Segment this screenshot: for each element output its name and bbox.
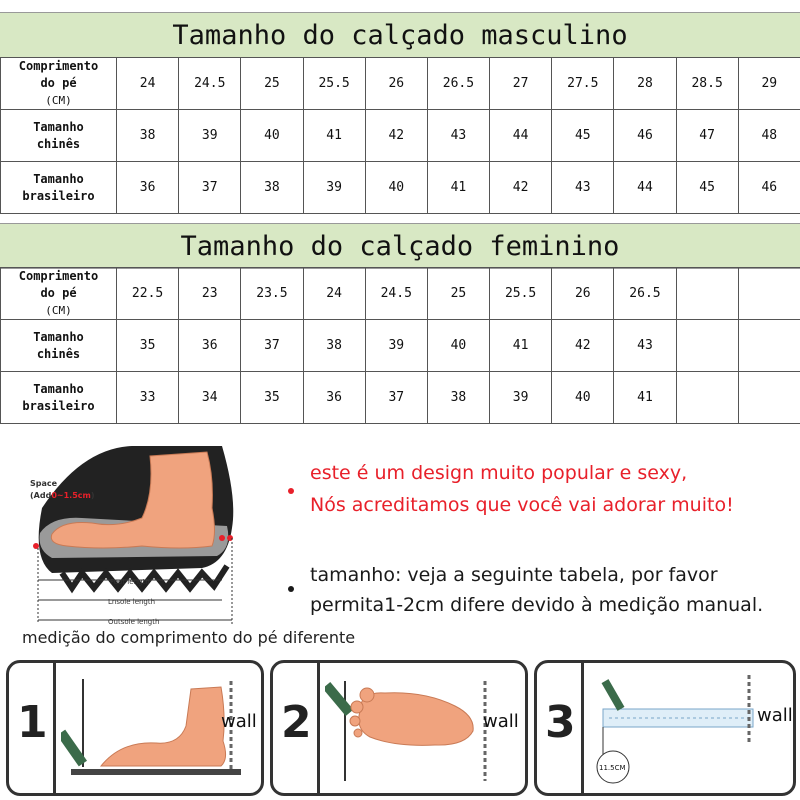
female-size-table	[0, 267, 800, 424]
row-header	[1, 268, 117, 320]
ruler-icon	[589, 669, 789, 787]
wall-label: wall	[757, 705, 793, 726]
size-cell: 25	[241, 58, 303, 110]
size-cell: 23	[179, 268, 241, 320]
outsole-length-label: Outsole length	[108, 618, 160, 626]
size-cell: 27.5	[552, 58, 614, 110]
size-cell: 44	[614, 162, 676, 214]
promo-line-2: Nós acreditamos que você vai adorar muito!	[310, 494, 734, 516]
size-cell: 24	[117, 58, 179, 110]
row-header-line: (CM)	[45, 94, 72, 107]
size-cell: 25.5	[303, 58, 365, 110]
size-cell: 28	[614, 58, 676, 110]
size-cell	[738, 320, 800, 372]
space-label: Space	[30, 479, 58, 488]
add-label: (Add0~1.5cm)	[30, 491, 95, 500]
size-cell: 25	[427, 268, 489, 320]
measure-caption: medição do comprimento do pé diferente	[22, 628, 356, 647]
row-header	[1, 320, 117, 372]
size-cell: 43	[614, 320, 676, 372]
size-row	[1, 110, 800, 162]
size-cell: 38	[427, 372, 489, 424]
size-cell: 24.5	[365, 268, 427, 320]
row-header-line: chinês	[36, 136, 81, 151]
marker-right-dot	[219, 535, 225, 541]
measure-step-2	[270, 660, 528, 796]
size-cell: 35	[241, 372, 303, 424]
step-number: 3	[545, 697, 576, 748]
size-cell: 26	[552, 268, 614, 320]
promo-line-3: tamanho: veja a seguinte tabela, por favor	[310, 564, 718, 586]
size-cell: 38	[241, 162, 303, 214]
size-cell: 39	[179, 110, 241, 162]
size-cell: 48	[738, 110, 800, 162]
row-header-line: brasileiro	[22, 398, 95, 413]
female-size-title: Tamanho do calçado feminino	[0, 223, 800, 269]
size-cell: 38	[303, 320, 365, 372]
size-cell: 39	[303, 162, 365, 214]
size-row	[1, 162, 800, 214]
size-cell: 46	[614, 110, 676, 162]
male-size-table	[0, 57, 800, 214]
size-cell	[676, 268, 738, 320]
size-cell: 43	[427, 110, 489, 162]
ruler-label: 11.5CM	[599, 764, 626, 772]
size-cell: 41	[303, 110, 365, 162]
row-header-line: Comprimento	[18, 269, 99, 283]
step-number: 1	[17, 697, 48, 748]
step-number: 2	[281, 697, 312, 748]
size-cell: 45	[552, 110, 614, 162]
size-cell: 41	[614, 372, 676, 424]
size-cell: 23.5	[241, 268, 303, 320]
size-cell: 39	[490, 372, 552, 424]
size-cell: 37	[179, 162, 241, 214]
foot-length-label: Foot length	[110, 578, 150, 586]
size-cell: 35	[117, 320, 179, 372]
row-header-line: Tamanho	[33, 329, 84, 344]
info-section	[0, 428, 800, 800]
size-cell: 45	[676, 162, 738, 214]
promo-line-4: permita1-2cm difere devido à medição manual.	[310, 594, 764, 616]
size-cell: 25.5	[490, 268, 552, 320]
size-cell: 28.5	[676, 58, 738, 110]
shoe-diagram	[22, 438, 262, 628]
size-cell: 40	[427, 320, 489, 372]
wall-label: wall	[221, 711, 257, 732]
size-cell: 36	[303, 372, 365, 424]
size-cell: 38	[117, 110, 179, 162]
size-row	[1, 58, 800, 110]
size-cell	[676, 320, 738, 372]
size-cell: 40	[241, 110, 303, 162]
size-cell: 39	[365, 320, 427, 372]
row-header	[1, 110, 117, 162]
size-cell: 37	[365, 372, 427, 424]
size-cell: 44	[490, 110, 552, 162]
size-cell: 46	[738, 162, 800, 214]
size-cell: 27	[490, 58, 552, 110]
row-header-line: do pé	[40, 76, 77, 90]
size-cell: 36	[179, 320, 241, 372]
row-header-line: brasileiro	[22, 188, 95, 203]
size-cell	[738, 372, 800, 424]
row-header-line: do pé	[40, 286, 77, 300]
size-cell: 26.5	[614, 268, 676, 320]
size-cell	[676, 372, 738, 424]
size-cell: 26	[365, 58, 427, 110]
row-header-line: Tamanho	[33, 171, 84, 186]
row-header	[1, 58, 117, 110]
male-size-title: Tamanho do calçado masculino	[0, 12, 800, 58]
promo-line-1: este é um design muito popular e sexy,	[310, 462, 688, 484]
size-cell: 42	[365, 110, 427, 162]
row-header-line: Comprimento	[18, 59, 99, 73]
promo-bullet-red	[288, 488, 294, 494]
measure-step-1	[6, 660, 264, 796]
size-cell: 43	[552, 162, 614, 214]
size-row	[1, 268, 800, 320]
row-header-line: Tamanho	[33, 119, 84, 134]
size-cell: 41	[427, 162, 489, 214]
size-cell: 47	[676, 110, 738, 162]
size-cell: 42	[552, 320, 614, 372]
size-row	[1, 320, 800, 372]
size-cell: 40	[365, 162, 427, 214]
size-cell: 26.5	[427, 58, 489, 110]
measure-step-3	[534, 660, 796, 796]
size-row	[1, 372, 800, 424]
row-header-line: Tamanho	[33, 381, 84, 396]
row-header	[1, 162, 117, 214]
size-cell: 24.5	[179, 58, 241, 110]
row-header-line: chinês	[36, 346, 81, 361]
insole-length-label: Lnsole length	[108, 598, 156, 606]
row-header-line: (CM)	[45, 304, 72, 317]
size-cell: 36	[117, 162, 179, 214]
size-cell: 40	[552, 372, 614, 424]
row-header	[1, 372, 117, 424]
size-cell	[738, 268, 800, 320]
size-cell: 42	[490, 162, 552, 214]
size-cell: 24	[303, 268, 365, 320]
size-cell: 22.5	[117, 268, 179, 320]
size-cell: 33	[117, 372, 179, 424]
wall-label: wall	[483, 711, 519, 732]
size-cell: 37	[241, 320, 303, 372]
size-cell: 41	[490, 320, 552, 372]
promo-bullet-black	[288, 586, 294, 592]
size-cell: 29	[738, 58, 800, 110]
size-cell: 34	[179, 372, 241, 424]
